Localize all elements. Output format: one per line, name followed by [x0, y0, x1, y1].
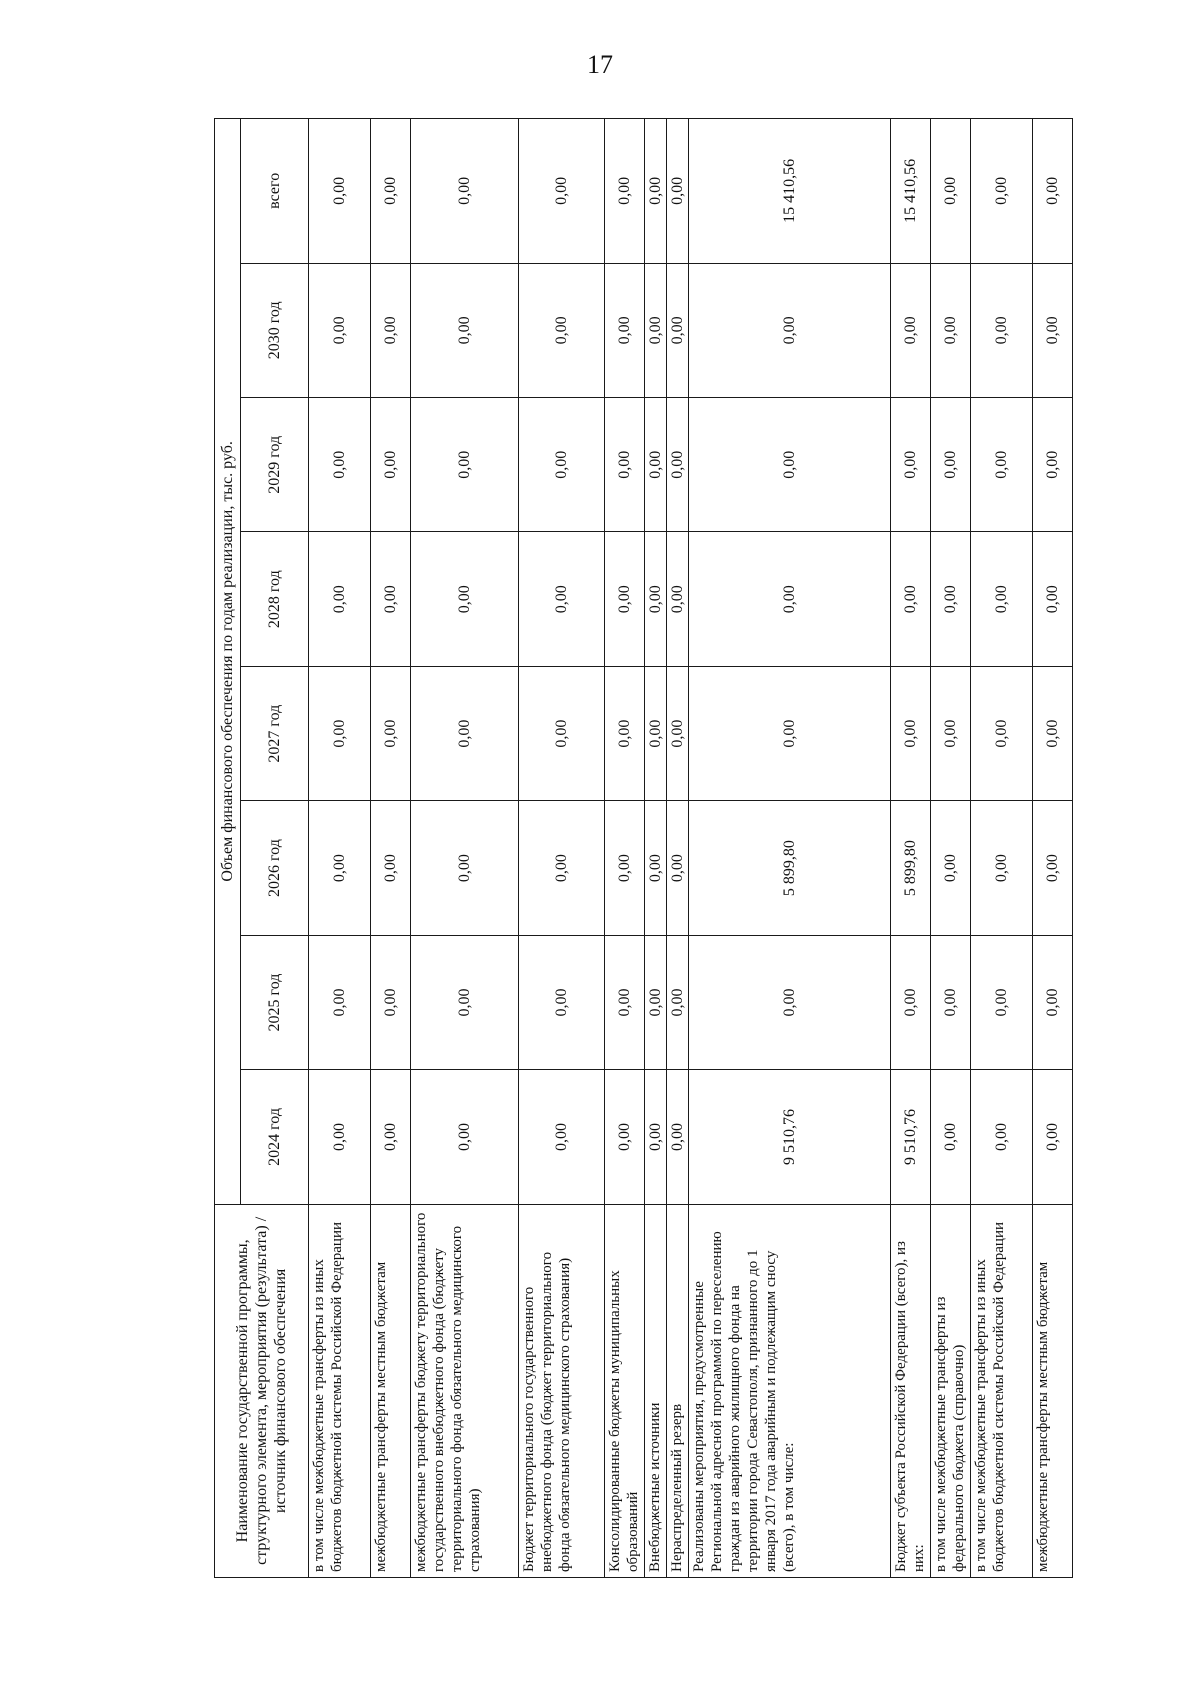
table-row [309, 119, 371, 1578]
year-header: 2024 год [241, 1070, 309, 1204]
value-cell: 0,00 [411, 801, 519, 935]
value-cell: 0,00 [519, 666, 605, 800]
total-value-cell: 0,00 [931, 119, 971, 264]
value-cell: 0,00 [1033, 1070, 1073, 1204]
row-name-cell: Бюджет территориального государственного внебюджетного фонда (бюджет территориального фонда обязательного медицинского страхования) [519, 1204, 605, 1577]
value-cell: 0,00 [371, 1070, 411, 1204]
value-cell: 0,00 [411, 666, 519, 800]
value-cell: 0,00 [605, 801, 645, 935]
table-row [689, 119, 891, 1578]
value-cell: 0,00 [309, 801, 371, 935]
value-cell: 0,00 [371, 935, 411, 1069]
year-header: 2029 год [241, 398, 309, 532]
value-cell: 0,00 [645, 935, 667, 1069]
name-column-header: Наименование государственной программы, структурного элемента, мероприятия (результата) / источник финансового обеспечения [215, 1204, 309, 1577]
value-cell: 0,00 [309, 398, 371, 532]
row-name-cell: Консолидированные бюджеты муниципальных образований [605, 1204, 645, 1577]
table-row [411, 119, 519, 1578]
table-row [931, 119, 971, 1578]
value-cell: 0,00 [971, 532, 1033, 666]
year-header: 2027 год [241, 666, 309, 800]
value-cell: 0,00 [971, 1070, 1033, 1204]
value-cell: 0,00 [667, 263, 689, 397]
value-cell: 0,00 [891, 935, 931, 1069]
value-cell: 9 510,76 [891, 1070, 931, 1204]
value-cell: 0,00 [931, 532, 971, 666]
total-value-cell: 15 410,56 [891, 119, 931, 264]
value-cell: 0,00 [1033, 935, 1073, 1069]
total-value-cell: 0,00 [1033, 119, 1073, 264]
row-name-cell: межбюджетные трансферты бюджету территориального государственного внебюджетного фонда (бюджету территориального фонда обязательного медицинского страхования) [411, 1204, 519, 1577]
row-name-cell: Бюджет субъекта Российской Федерации (всего), из них: [891, 1204, 931, 1577]
value-cell: 0,00 [309, 1070, 371, 1204]
total-value-cell: 0,00 [605, 119, 645, 264]
value-cell: 0,00 [519, 263, 605, 397]
table-row [371, 119, 411, 1578]
value-cell: 0,00 [605, 263, 645, 397]
value-cell: 0,00 [519, 1070, 605, 1204]
value-cell: 0,00 [891, 263, 931, 397]
value-cell: 0,00 [971, 666, 1033, 800]
row-name-cell: Нераспределенный резерв [667, 1204, 689, 1577]
value-cell: 0,00 [931, 263, 971, 397]
value-cell: 0,00 [645, 398, 667, 532]
value-cell: 0,00 [605, 1070, 645, 1204]
total-value-cell: 0,00 [371, 119, 411, 264]
rotated-table-container [214, 118, 1062, 1578]
value-cell: 0,00 [645, 1070, 667, 1204]
financing-table [214, 118, 1073, 1578]
value-cell: 0,00 [931, 1070, 971, 1204]
value-cell: 0,00 [689, 935, 891, 1069]
value-cell: 0,00 [371, 666, 411, 800]
value-cell: 0,00 [667, 1070, 689, 1204]
value-cell: 0,00 [1033, 398, 1073, 532]
total-value-cell: 0,00 [667, 119, 689, 264]
financing-group-header: Объем финансового обеспечения по годам реализации, тыс. руб. [215, 119, 241, 1205]
value-cell: 0,00 [371, 532, 411, 666]
value-cell: 0,00 [371, 263, 411, 397]
value-cell: 9 510,76 [689, 1070, 891, 1204]
table-row [645, 119, 667, 1578]
value-cell: 0,00 [667, 398, 689, 532]
value-cell: 0,00 [519, 935, 605, 1069]
value-cell: 0,00 [667, 801, 689, 935]
value-cell: 0,00 [371, 398, 411, 532]
value-cell: 0,00 [891, 666, 931, 800]
value-cell: 5 899,80 [689, 801, 891, 935]
total-value-cell: 0,00 [971, 119, 1033, 264]
value-cell: 0,00 [1033, 263, 1073, 397]
table-row [519, 119, 605, 1578]
table-row [971, 119, 1033, 1578]
value-cell: 0,00 [519, 532, 605, 666]
value-cell: 0,00 [605, 532, 645, 666]
row-name-cell: Реализованы мероприятия, предусмотренные Региональной адресной программой по переселению граждан из аварийного жилищного фонда на территории города Севастополя, признанного до 1 января 2017 года аварийным и подлежащим сносу (всего), в том числе: [689, 1204, 891, 1577]
table-row [667, 119, 689, 1578]
value-cell: 0,00 [645, 532, 667, 666]
value-cell: 0,00 [371, 801, 411, 935]
row-name-cell: межбюджетные трансферты местным бюджетам [1033, 1204, 1073, 1577]
value-cell: 5 899,80 [891, 801, 931, 935]
total-value-cell: 0,00 [645, 119, 667, 264]
row-name-cell: в том числе межбюджетные трансферты из федерального бюджета (справочно) [931, 1204, 971, 1577]
value-cell: 0,00 [411, 398, 519, 532]
total-value-cell: 0,00 [411, 119, 519, 264]
table-row [891, 119, 931, 1578]
value-cell: 0,00 [605, 398, 645, 532]
value-cell: 0,00 [411, 263, 519, 397]
value-cell: 0,00 [411, 1070, 519, 1204]
value-cell: 0,00 [309, 263, 371, 397]
year-header: 2028 год [241, 532, 309, 666]
value-cell: 0,00 [645, 263, 667, 397]
row-name-cell: межбюджетные трансферты местным бюджетам [371, 1204, 411, 1577]
value-cell: 0,00 [931, 935, 971, 1069]
value-cell: 0,00 [605, 666, 645, 800]
total-value-cell: 0,00 [519, 119, 605, 264]
value-cell: 0,00 [689, 666, 891, 800]
value-cell: 0,00 [689, 398, 891, 532]
value-cell: 0,00 [931, 666, 971, 800]
total-header: всего [241, 119, 309, 264]
value-cell: 0,00 [931, 801, 971, 935]
value-cell: 0,00 [605, 935, 645, 1069]
value-cell: 0,00 [891, 398, 931, 532]
value-cell: 0,00 [689, 532, 891, 666]
value-cell: 0,00 [645, 801, 667, 935]
value-cell: 0,00 [519, 801, 605, 935]
value-cell: 0,00 [411, 532, 519, 666]
total-value-cell: 0,00 [309, 119, 371, 264]
value-cell: 0,00 [931, 398, 971, 532]
row-name-cell: в том числе межбюджетные трансферты из иных бюджетов бюджетной системы Российской Федерации [971, 1204, 1033, 1577]
row-name-cell: в том числе межбюджетные трансферты из иных бюджетов бюджетной системы Российской Федерации [309, 1204, 371, 1577]
value-cell: 0,00 [667, 666, 689, 800]
table-row [605, 119, 645, 1578]
value-cell: 0,00 [411, 935, 519, 1069]
row-name-cell: Внебюджетные источники [645, 1204, 667, 1577]
table-body [309, 119, 1073, 1578]
table-row [1033, 119, 1073, 1578]
value-cell: 0,00 [971, 935, 1033, 1069]
value-cell: 0,00 [309, 532, 371, 666]
value-cell: 0,00 [667, 532, 689, 666]
value-cell: 0,00 [645, 666, 667, 800]
value-cell: 0,00 [1033, 801, 1073, 935]
year-header: 2025 год [241, 935, 309, 1069]
value-cell: 0,00 [971, 398, 1033, 532]
value-cell: 0,00 [519, 398, 605, 532]
page-number: 17 [587, 50, 613, 79]
year-header: 2026 год [241, 801, 309, 935]
value-cell: 0,00 [1033, 532, 1073, 666]
value-cell: 0,00 [971, 263, 1033, 397]
total-value-cell: 15 410,56 [689, 119, 891, 264]
value-cell: 0,00 [1033, 666, 1073, 800]
value-cell: 0,00 [971, 801, 1033, 935]
value-cell: 0,00 [309, 666, 371, 800]
value-cell: 0,00 [689, 263, 891, 397]
value-cell: 0,00 [891, 532, 931, 666]
value-cell: 0,00 [667, 935, 689, 1069]
year-header: 2030 год [241, 263, 309, 397]
value-cell: 0,00 [309, 935, 371, 1069]
